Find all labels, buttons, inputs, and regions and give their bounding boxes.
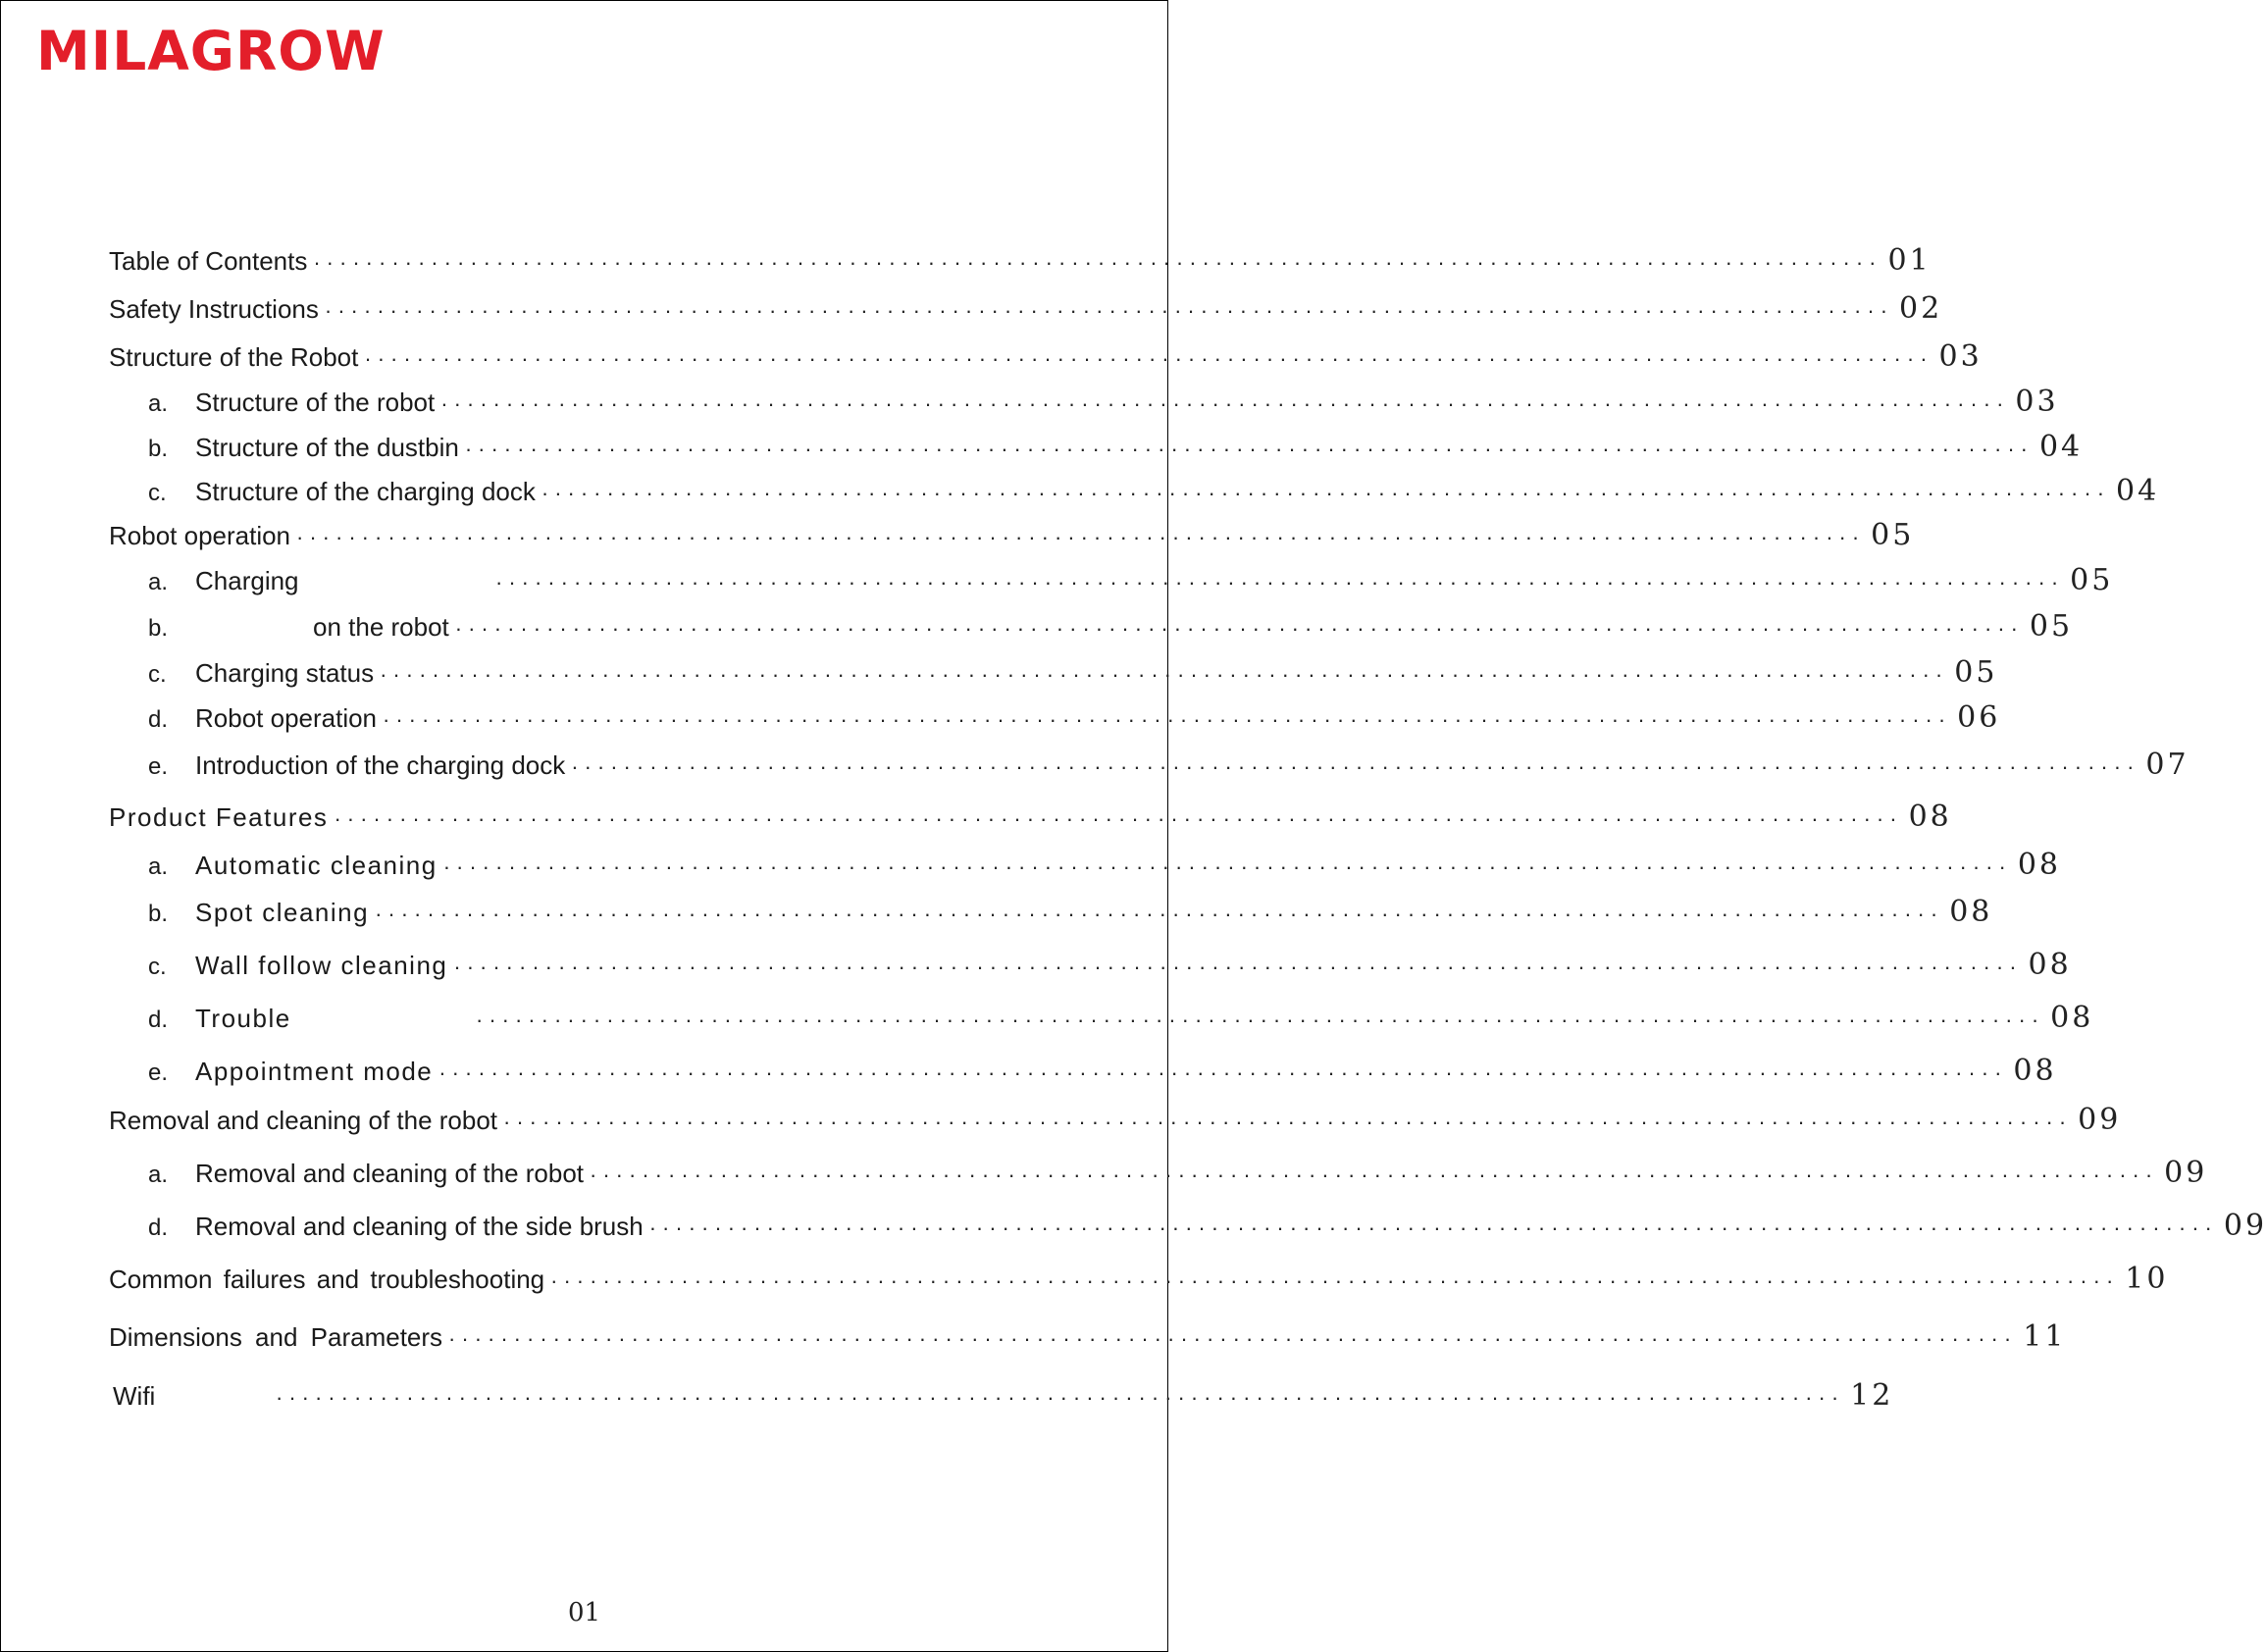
toc-label: Table of Contents [109, 246, 308, 276]
dot-leader: ························································································································ [590, 1162, 2159, 1187]
toc-subentry-charging-status[interactable] [148, 655, 1998, 693]
toc-marker: e. [148, 753, 169, 780]
toc-subentry-spot-cleaning[interactable] [148, 895, 1993, 932]
dot-leader: ························································································································ [380, 662, 1949, 687]
toc-page-number: 08 [2050, 1001, 2094, 1035]
toc-label: Charging status [195, 658, 375, 688]
toc-page-number: 08 [2017, 848, 2062, 882]
toc-subentry-trouble[interactable] [148, 1001, 2094, 1038]
toc-marker: b. [148, 901, 169, 927]
dot-leader: ························································································································ [503, 1110, 2073, 1134]
toc-label: Common failures and troubleshooting [109, 1265, 545, 1294]
toc-label: Robot operation [109, 521, 291, 550]
dot-leader: ························································································································ [453, 955, 2023, 979]
dot-leader: ························································································································ [495, 570, 2065, 594]
dot-leader: ························································································································ [383, 707, 1952, 732]
toc-marker: a. [148, 569, 169, 595]
toc-marker: c. [148, 954, 167, 980]
toc-page-number: 04 [2116, 474, 2160, 508]
toc-label: Charging [195, 566, 299, 595]
toc-marker: c. [148, 480, 167, 506]
dot-leader: ························································································································ [448, 1326, 2018, 1351]
dot-leader: ························································································································ [550, 1268, 2120, 1293]
toc-marker: a. [148, 1162, 169, 1188]
toc-page-number: 09 [2164, 1156, 2208, 1190]
toc-marker: d. [148, 706, 169, 733]
toc-label: Dimensions and Parameters [109, 1322, 443, 1352]
dot-leader: ························································································································ [276, 1385, 1845, 1410]
dot-leader: ························································································································ [324, 298, 1894, 323]
toc-label: Wifi [113, 1381, 156, 1411]
toc-entry-structure-of-the-robot[interactable] [109, 339, 1983, 377]
toc-entry-table-of-contents[interactable] [109, 243, 1932, 281]
toc-page-number: 02 [1899, 291, 1943, 326]
dot-leader: ························································································································ [541, 481, 2111, 505]
toc-page-number: 08 [2013, 1054, 2057, 1088]
toc-page-number: 12 [1850, 1378, 1894, 1413]
toc-subentry-wall-follow-cleaning[interactable] [148, 948, 2072, 985]
toc-subentry-removal-cleaning-robot[interactable] [148, 1156, 2208, 1193]
toc-entry-safety-instructions[interactable] [109, 291, 1943, 329]
toc-page-number: 03 [1938, 339, 1983, 374]
toc-entry-dimensions-parameters[interactable] [109, 1319, 2067, 1357]
toc-marker: d. [148, 1007, 169, 1033]
dot-leader: ························································································································ [375, 902, 1944, 926]
toc-label: Spot cleaning [195, 898, 370, 927]
toc-page-number: 01 [1887, 243, 1932, 278]
dot-leader: ························································································································ [648, 1215, 2218, 1240]
toc-label: Robot operation [195, 703, 378, 733]
toc-subentry-charging-dock-intro[interactable] [148, 748, 2190, 785]
toc-entry-removal-cleaning[interactable] [109, 1103, 2122, 1140]
toc-page-number: 09 [2223, 1209, 2267, 1243]
toc-label: Appointment mode [195, 1057, 434, 1086]
toc-label: Product Features [109, 802, 329, 832]
toc-page-number: 06 [1957, 700, 2001, 735]
toc-marker: a. [148, 390, 169, 417]
toc-page-number: 09 [2078, 1103, 2122, 1137]
dot-leader: ························································································································ [334, 806, 1903, 831]
toc-label: on the robot [313, 612, 449, 642]
dot-leader: ························································································································ [364, 346, 1933, 371]
toc-page-number: 05 [1954, 655, 1998, 690]
toc-page-number: 08 [1949, 895, 1993, 929]
toc-subentry-robot-operation[interactable] [148, 700, 2001, 738]
dot-leader: ························································································································ [296, 525, 1866, 549]
toc-subentry-structure-charging-dock[interactable] [148, 474, 2160, 511]
toc-label: Introduction of the charging dock [195, 750, 566, 780]
toc-subentry-charging[interactable] [148, 563, 2114, 600]
toc-marker: d. [148, 1214, 169, 1241]
dot-leader: ························································································································ [438, 1060, 2008, 1085]
toc-subentry-automatic-cleaning[interactable] [148, 848, 2062, 885]
toc-label: Structure of the Robot [109, 342, 359, 372]
toc-page-number: 08 [1908, 800, 1952, 834]
toc-subentry-structure-dustbin[interactable] [148, 430, 2084, 467]
toc-subentry-appointment-mode[interactable] [148, 1054, 2057, 1091]
toc-entry-wifi[interactable] [109, 1378, 1894, 1416]
toc-page-number: 11 [2023, 1319, 2067, 1354]
toc-page-number: 05 [1871, 518, 1915, 552]
dot-leader: ························································································································ [442, 854, 2012, 879]
milagrow-logo: MILAGROW [36, 20, 386, 82]
dot-leader: ························································································································ [476, 1007, 2045, 1032]
toc-marker: b. [148, 615, 169, 642]
toc-subentry-on-the-robot[interactable] [148, 609, 2074, 646]
dot-leader: ························································································································ [454, 616, 2024, 641]
toc-page-number: 10 [2125, 1262, 2169, 1296]
toc-page-number: 08 [2028, 948, 2072, 982]
toc-subentry-removal-cleaning-side-brush[interactable] [148, 1209, 2267, 1246]
toc-label: Automatic cleaning [195, 851, 438, 880]
dot-leader: ························································································································ [571, 754, 2140, 779]
toc-label: Structure of the charging dock [195, 477, 536, 506]
toc-subentry-structure-robot[interactable] [148, 385, 2059, 422]
toc-page-number: 05 [2070, 563, 2114, 597]
toc-label: Removal and cleaning of the robot [195, 1159, 585, 1188]
toc-page-number: 07 [2145, 748, 2190, 782]
toc-entry-robot-operation[interactable] [109, 518, 1915, 555]
toc-marker: b. [148, 436, 169, 462]
footer-page-number: 01 [567, 1598, 601, 1627]
toc-label: Safety Instructions [109, 294, 319, 324]
toc-page-number: 04 [2038, 430, 2084, 464]
toc-label: Removal and cleaning of the robot [109, 1106, 498, 1135]
toc-entry-product-features[interactable] [109, 800, 1952, 837]
toc-marker: c. [148, 661, 167, 688]
toc-entry-common-failures[interactable] [109, 1262, 2169, 1299]
dot-leader: ························································································································ [464, 437, 2034, 461]
toc-label: Structure of the robot [195, 387, 436, 417]
toc-label: Removal and cleaning of the side brush [195, 1212, 644, 1241]
dot-leader: ························································································································ [440, 391, 2010, 416]
toc-label: Trouble [195, 1004, 291, 1033]
dot-leader: ························································································································ [313, 250, 1882, 275]
toc-page-number: 03 [2015, 385, 2059, 419]
toc-marker: e. [148, 1059, 169, 1086]
toc-page-number: 05 [2029, 609, 2074, 644]
toc-label: Wall follow cleaning [195, 951, 448, 980]
toc-label: Structure of the dustbin [195, 433, 459, 462]
toc-marker: a. [148, 853, 169, 880]
